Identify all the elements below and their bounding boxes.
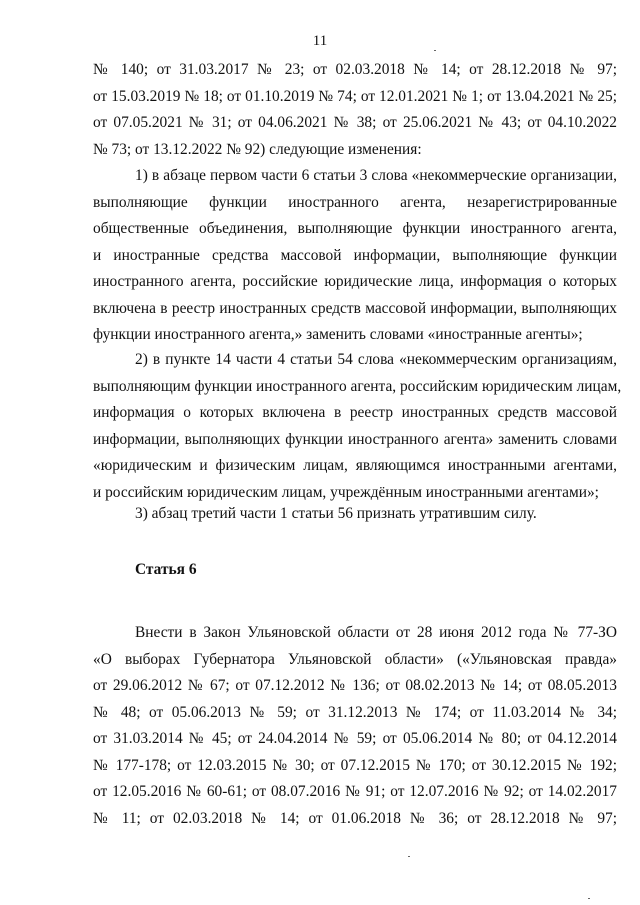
text-line: № 140; от 31.03.2017 № 23; от 02.03.2018 № 14; от 28.12.2018 № 97; — [93, 61, 617, 78]
text-line: «юридическим и физическим лицам, являющимся иностранными агентами, — [93, 457, 617, 474]
text-line: от 29.06.2012 № 67; от 07.12.2012 № 136; от 08.02.2013 № 14; от 08.05.2013 — [93, 677, 617, 694]
text-line: № 11; от 02.03.2018 № 14; от 01.06.2018 № 36; от 28.12.2018 № 97; — [93, 809, 617, 827]
text-line: иностранного агента, российские юридические лица, информация о которых — [93, 273, 617, 290]
text-line: от 07.05.2021 № 31; от 04.06.2021 № 38; от 25.06.2021 № 43; от 04.10.2022 — [93, 114, 617, 131]
text-line: «О выборах Губернатора Ульяновской области» («Ульяновская правда» — [93, 650, 617, 668]
text-line: выполняющим функции иностранного агента, российским юридическим лицам, — [93, 377, 622, 395]
amendment-item-3 — [93, 501, 617, 528]
text-line: функции иностранного агента,» заменить словами «иностранные агенты»; — [93, 326, 583, 343]
text-line: 2) в пункте 14 части 4 статьи 54 слова «некоммерческим организациям, — [135, 351, 617, 368]
text-line: выполняющие функции иностранного агента, незарегистрированные — [93, 193, 617, 211]
article-heading: Статья 6 — [135, 561, 197, 578]
text-line: от 15.03.2019 № 18; от 01.10.2019 № 74; от 12.01.2021 № 1; от 13.04.2021 № 25; — [93, 87, 617, 105]
scan-speck — [588, 898, 590, 899]
text-line: № 177-178; от 12.03.2015 № 30; от 07.12.2015 № 170; от 30.12.2015 № 192; — [93, 756, 617, 774]
text-line: информации, выполняющих функции иностранного агента» заменить словами — [93, 430, 617, 448]
text-line: 3) абзац третий части 1 статьи 56 признать утратившим силу. — [135, 505, 537, 522]
text-line: информация о которых включена в реестр иностранных средств массовой — [93, 404, 617, 421]
text-line: Внести в Закон Ульяновской области от 28 июня 2012 года № 77-ЗО — [135, 624, 617, 641]
text-line: от 12.05.2016 № 60-61; от 08.07.2016 № 91; от 12.07.2016 № 92; от 14.02.2017 — [93, 783, 617, 800]
text-line: 1) в абзаце первом части 6 статьи 3 слова «некоммерческие организации, — [135, 167, 617, 184]
scan-speck — [408, 856, 410, 857]
text-line: и российским юридическим лицам, учреждённым иностранными агентами»; — [93, 483, 599, 501]
text-line: и иностранные средства массовой информации, выполняющие функции — [93, 246, 617, 264]
amendment-item-1 — [93, 163, 617, 349]
amendment-item-2 — [93, 347, 622, 506]
text-line: общественные объединения, выполняющие функции иностранного агента, — [93, 220, 617, 237]
article-6-paragraph — [93, 620, 617, 832]
amendment-history-paragraph — [93, 57, 617, 163]
scan-speck — [434, 50, 436, 51]
text-line: № 48; от 05.06.2013 № 59; от 31.12.2013 № 174; от 11.03.2014 № 34; — [93, 703, 617, 721]
text-line: № 73; от 13.12.2022 № 92) следующие изменения: — [93, 140, 422, 158]
text-line: включена в реестр иностранных средств массовой информации, выполняющих — [93, 299, 617, 317]
text-line: от 31.03.2014 № 45; от 24.04.2014 № 59; от 05.06.2014 № 80; от 04.12.2014 — [93, 730, 617, 747]
page-number: 11 — [312, 33, 328, 49]
